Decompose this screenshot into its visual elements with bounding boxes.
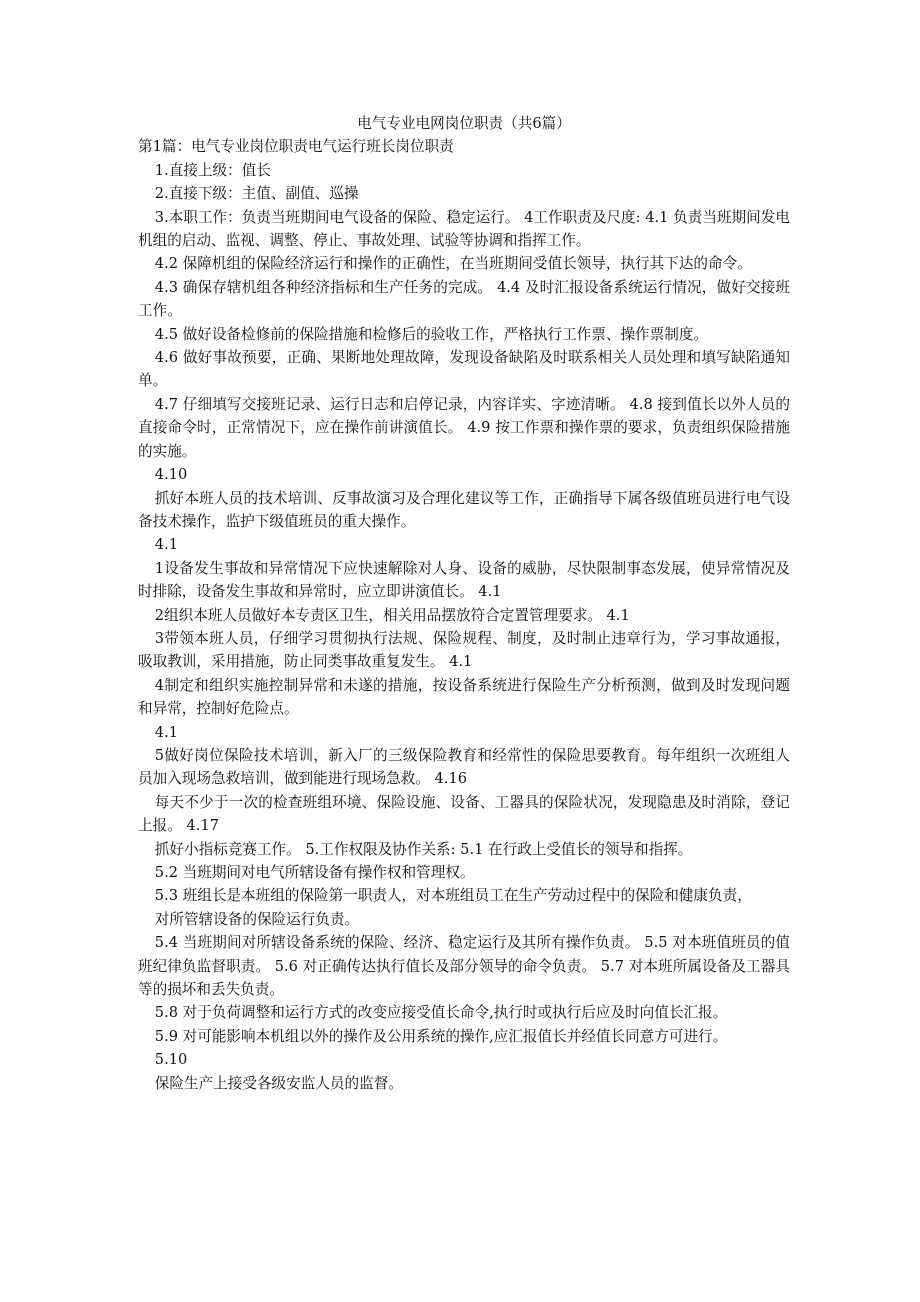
paragraph: 4.2 保障机组的保险经济运行和操作的正确性，在当班期间受值长领导，执行其下达的命令。 (154, 255, 752, 273)
paragraph: 5.3 班组长是本班组的保险第一职责人，对本班组员工在生产劳动过程中的保险和健康负责， (154, 887, 752, 905)
paragraph: 抓好小指标竞赛工作。 5.工作权限及协作关系: 5.1 在行政上受值长的领导和指挥。 (154, 840, 693, 858)
paragraph: 4.1 (154, 723, 178, 741)
paragraph: 3带领本班人员，仔细学习贯彻执行法规、保险规程、制度，及时制止违章行为，学习事故通报，吸取教训，采用措施，防止同类事故重复发生。 4.1 (138, 629, 790, 671)
document-body (138, 135, 790, 1095)
document-title: 电气专业电网岗位职责（共6篇） (357, 115, 571, 132)
paragraph: 4.10 (154, 466, 188, 484)
paragraph: 2.直接下级：主值、副值、巡操 (154, 185, 359, 203)
paragraph: 5做好岗位保险技术培训，新入厂的三级保险教育和经常性的保险思要教育。每年组织一次班组人员加入现场急救培训，做到能进行现场急救。 4.16 (138, 746, 790, 788)
paragraph: 5.8 对于负荷调整和运行方式的改变应接受值长命令,执行时或执行后应及时向值长汇报。 (154, 1004, 728, 1022)
paragraph: 2组织本班人员做好本专责区卫生，相关用品摆放符合定置管理要求。 4.1 (154, 606, 630, 624)
paragraph: 第1篇：电气专业岗位职责电气运行班长岗位职责 (138, 138, 454, 156)
paragraph: 5.10 (154, 1051, 188, 1069)
paragraph: 对所管辖设备的保险运行负责。 (154, 910, 360, 928)
paragraph: 5.9 对可能影响本机组以外的操作及公用系统的操作,应汇报值长并经值长同意方可进行。 (154, 1027, 728, 1045)
paragraph: 4.1 (154, 536, 178, 554)
paragraph: 保险生产上接受各级安监人员的监督。 (154, 1074, 403, 1092)
paragraph: 5.2 当班期间对电气所辖设备有操作权和管理权。 (154, 864, 475, 881)
paragraph: 4.5 做好设备检修前的保险措施和检修后的验收工作，严格执行工作票、操作票制度。 (154, 325, 709, 343)
paragraph: 每天不少于一次的检查班组环境、保险设施、设备、工器具的保险状况，发现隐患及时消除，登记上报。 4.17 (138, 793, 790, 835)
paragraph: 1设备发生事故和异常情况下应快速解除对人身、设备的威胁，尽快限制事态发展，使异常情况及时排除，设备发生事故和异常时，应立即讲演值长。 4.1 (138, 559, 790, 601)
paragraph: 抓好本班人员的技术培训、反事故演习及合理化建议等工作，正确指导下属各级值班员进行电气设备技术操作，监护下级值班员的重大操作。 (138, 489, 790, 530)
paragraph: 4.7 仔细填写交接班记录、运行日志和启停记录，内容详实、字迹清晰。 4.8 接到值长以外人员的直接命令时，正常情况下，应在操作前讲演值长。 4.9 按工作票和操作票的要求，负责组织保险措施的实施。 (138, 395, 790, 460)
paragraph: 4.3 确保存辖机组各种经济指标和生产任务的完成。 4.4 及时汇报设备系统运行情况，做好交接班工作。 (138, 278, 790, 320)
paragraph: 4制定和组织实施控制异常和未遂的措施，按设备系统进行保险生产分析预测，做到及时发现问题和异常，控制好危险点。 (138, 676, 790, 718)
paragraph: 1.直接上级：值长 (154, 161, 271, 179)
document-page (138, 112, 790, 1095)
paragraph: 4.6 做好事故预要，正确、果断地处理故障，发现设备缺陷及时联系相关人员处理和填写缺陷通知单。 (138, 349, 790, 390)
paragraph: 3.本职工作：负责当班期间电气设备的保险、稳定运行。 4工作职责及尺度: 4.1 负责当班期间发电机组的启动、监视、调整、停止、事故处理、试验等协调和指挥工作。 (138, 208, 790, 250)
paragraph: 5.4 当班期间对所辖设备系统的保险、经济、稳定运行及其所有操作负责。 5.5 对本班值班员的值班纪律负监督职责。 5.6 对正确传达执行值长及部分领导的命令负责。 5.7 对本班所属设备及工器具等的损坏和丢失负责。 (138, 934, 790, 999)
